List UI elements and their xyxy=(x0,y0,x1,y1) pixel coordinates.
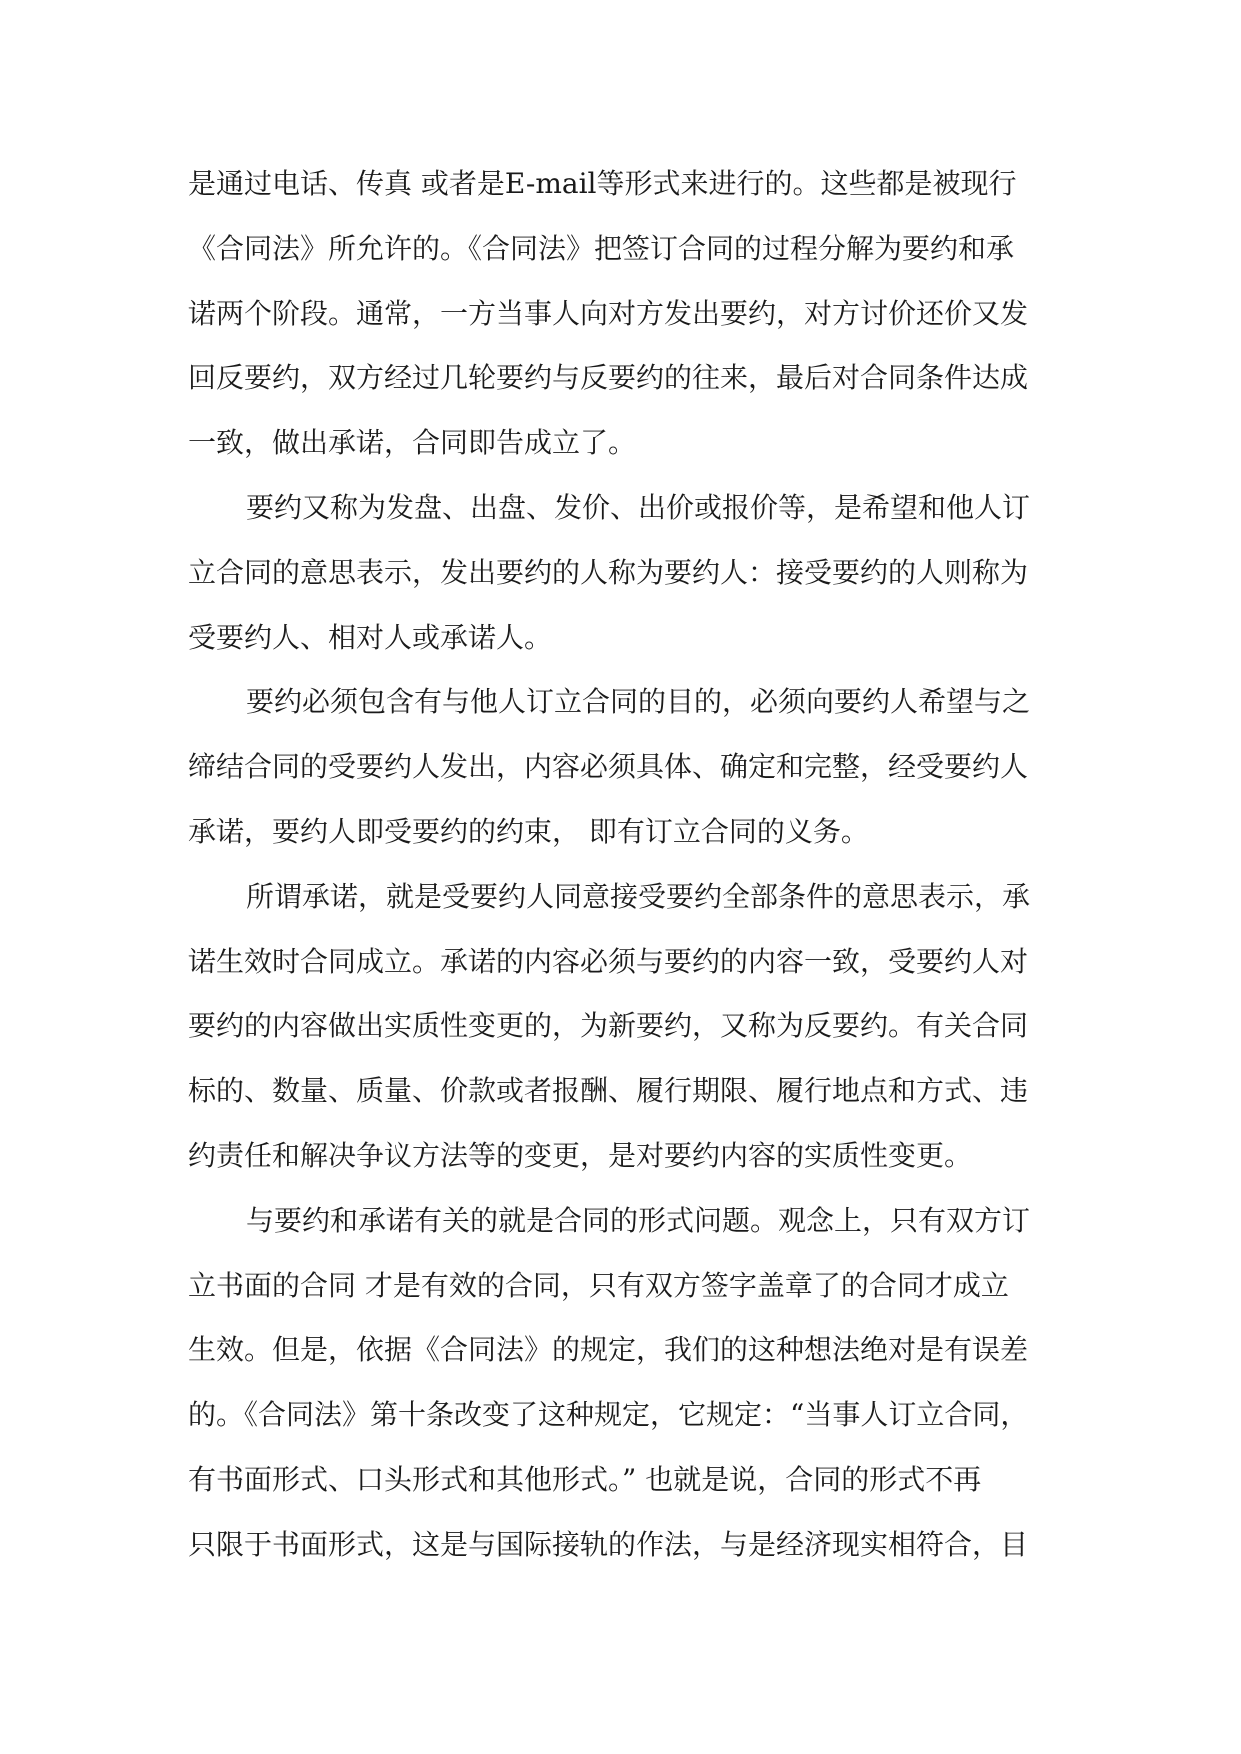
text-line-7: 立合同的意思表示，发出要约的人称为要约人：接受要约的人则称为 xyxy=(188,555,1029,589)
text-line-22: 只限于书面形式，这是与国际接轨的作法，与是经济现实相符合，目 xyxy=(188,1527,1029,1561)
text-line-10: 缔结合同的受要约人发出，内容必须具体、确定和完整，经受要约人 xyxy=(188,750,1029,784)
text-line-18: 立书面的合同 才是有效的合同，只有双方签字盖章了的合同才成立 xyxy=(188,1268,1009,1302)
text-line-11: 承诺，要约人即受要约的约束， 即有订立合同的义务。 xyxy=(188,814,869,848)
text-line-15: 标的、数量、质量、价款或者报酬、履行期限、履行地点和方式、违 xyxy=(188,1074,1029,1108)
text-line-12: 所谓承诺，就是受要约人同意接受要约全部条件的意思表示，承 xyxy=(246,879,1031,913)
text-line-2: 《合同法》所允许的。《合同法》把签订合同的过程分解为要约和承 xyxy=(188,231,1015,265)
text-line-16: 约责任和解决争议方法等的变更，是对要约内容的实质性变更。 xyxy=(188,1138,973,1172)
text-line-21: 有书面形式、口头形式和其他形式。” 也就是说，合同的形式不再 xyxy=(188,1462,982,1496)
text-line-17: 与要约和承诺有关的就是合同的形式问题。观念上，只有双方订 xyxy=(246,1203,1031,1237)
text-line-9: 要约必须包含有与他人订立合同的目的，必须向要约人希望与之 xyxy=(246,685,1031,719)
text-line-13: 诺生效时合同成立。承诺的内容必须与要约的内容一致，受要约人对 xyxy=(188,944,1029,978)
text-line-4: 回反要约，双方经过几轮要约与反要约的往来，最后对合同条件达成 xyxy=(188,361,1029,395)
text-line-5: 一致，做出承诺，合同即告成立了。 xyxy=(188,426,637,460)
text-line-8: 受要约人、相对人或承诺人。 xyxy=(188,620,553,654)
text-line-1: 是通过电话、传真 或者是E-mail等形式来进行的。这些都是被现行 xyxy=(188,167,1017,200)
text-line-3: 诺两个阶段。通常，一方当事人向对方发出要约，对方讨价还价又发 xyxy=(188,296,1029,330)
text-line-19: 生效。但是，依据《合同法》的规定，我们的这种想法绝对是有误差 xyxy=(188,1333,1029,1367)
document-body xyxy=(188,152,1058,1578)
text-line-14: 要约的内容做出实质性变更的，为新要约，又称为反要约。有关合同 xyxy=(188,1009,1029,1043)
text-line-6: 要约又称为发盘、出盘、发价、出价或报价等，是希望和他人订 xyxy=(246,490,1031,524)
text-line-20: 的。《合同法》第十条改变了这种规定，它规定：“当事人订立合同， xyxy=(188,1398,1029,1432)
